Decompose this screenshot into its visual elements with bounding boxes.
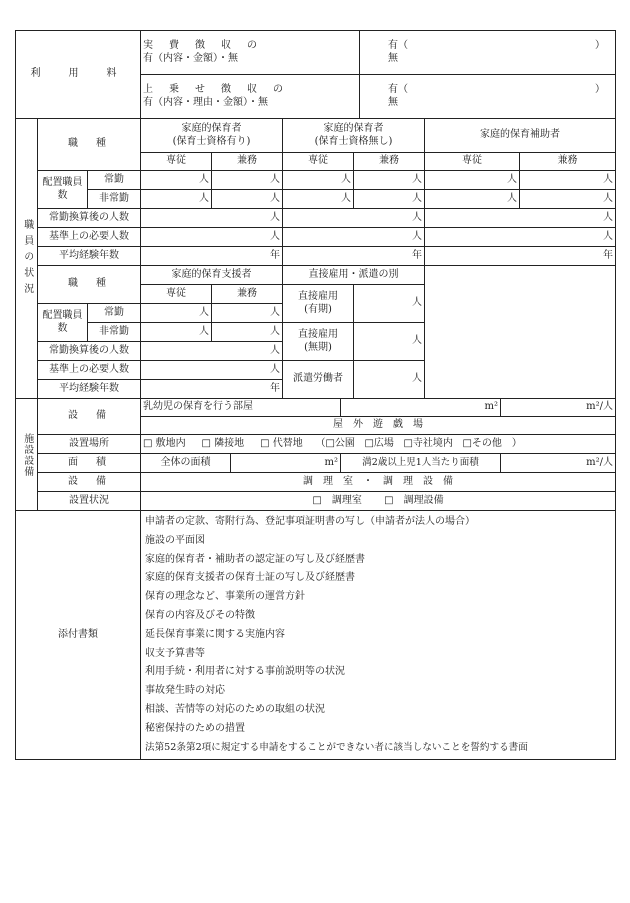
cooking-options (141, 492, 616, 511)
attachment-item: 家庭的保育者・補助者の認定証の写し及び経歴書 (145, 553, 365, 565)
attachment-item: 利用手続・利用者に対する事前説明等の状況 (145, 666, 345, 678)
count-cell[interactable]: 人 (425, 190, 520, 209)
area-label: 面 積 (38, 454, 141, 473)
fulltime-header: 専従 (425, 153, 520, 171)
fulltime-header: 専従 (141, 153, 212, 171)
plaza-checkbox[interactable]: □広場 (364, 437, 394, 449)
extra-charge-answer[interactable] (360, 75, 616, 119)
paren-close: ） (595, 40, 605, 51)
attachments-table (15, 510, 616, 760)
employment-type-header: 直接雇用・派遣の別 (283, 266, 425, 285)
count-cell[interactable]: 人 (425, 171, 520, 190)
facility-table (15, 398, 616, 511)
alternate-checkbox[interactable]: □ 代替地 (260, 437, 303, 449)
blank-area (425, 266, 616, 399)
regular-label: 常勤 (88, 171, 141, 190)
count-cell[interactable]: 人 (520, 171, 616, 190)
attachment-item: 収支予算書等 (145, 647, 205, 659)
other-checkbox[interactable]: □その他 ） (462, 437, 522, 449)
count-cell[interactable]: 人 (141, 209, 283, 228)
attachment-item: 法第52条第2項に規定する申請をすることができない者に該当しないことを誓約する書面 (145, 741, 528, 753)
fee-table (15, 30, 616, 119)
attachment-item: 保育の理念など、事業所の運営方針 (145, 591, 305, 603)
part-time-label: 非常勤 (88, 190, 141, 209)
required-count-label: 基準上の必要人数 (38, 361, 141, 380)
label-line: (有期) (304, 303, 332, 315)
application-form (15, 30, 615, 760)
count-cell[interactable]: 人 (141, 323, 212, 342)
location-label: 設置場所 (38, 435, 141, 454)
playground-header: 屋 外 遊 戯 場 (141, 417, 616, 435)
count-cell[interactable]: 人 (520, 190, 616, 209)
staff-section-label: 職員の状況 (16, 119, 38, 399)
years-cell[interactable]: 年 (141, 380, 283, 399)
actual-cost-collection (141, 31, 360, 75)
fee-label: 利 用 料 (16, 31, 141, 119)
header-line: 家庭的保育者 (181, 123, 242, 134)
avg-experience-label: 平均経験年数 (38, 380, 141, 399)
regular-label: 常勤 (88, 304, 141, 323)
converted-count-label: 常勤換算後の人数 (38, 342, 141, 361)
fulltime-header: 専従 (283, 153, 354, 171)
total-area-label: 全体の面積 (141, 454, 231, 473)
count-cell[interactable]: 人 (283, 228, 425, 247)
count-cell[interactable]: 人 (354, 361, 425, 399)
header-line: 家庭的保育者 (323, 123, 384, 134)
concurrent-header: 兼務 (212, 153, 283, 171)
count-cell[interactable]: 人 (141, 304, 212, 323)
avg-experience-label: 平均経験年数 (38, 247, 141, 266)
per-child-area-value[interactable]: m²/人 (501, 454, 616, 473)
count-cell[interactable]: 人 (283, 190, 354, 209)
installation-status-label: 設置状況 (38, 492, 141, 511)
concurrent-header: 兼務 (520, 153, 616, 171)
no-option[interactable]: 無 (388, 96, 398, 108)
attachment-item: 相談、苦情等の対応のための取組の状況 (145, 703, 325, 715)
placement-label: 配置職員数 (38, 304, 88, 342)
count-cell[interactable]: 人 (141, 190, 212, 209)
converted-count-label: 常勤換算後の人数 (38, 209, 141, 228)
attachment-item: 施設の平面図 (145, 534, 205, 546)
label-line: 直接雇用 (298, 291, 338, 302)
count-cell[interactable]: 人 (425, 209, 616, 228)
park-checkbox[interactable]: （□公園 (315, 437, 355, 449)
count-cell[interactable]: 人 (354, 285, 425, 323)
cooking-facility-header: 調 理 室 ・ 調 理 設 備 (141, 473, 616, 492)
actual-cost-answer[interactable] (360, 31, 616, 75)
actual-cost-line1: 実 費 徴 収 の (143, 40, 260, 51)
infant-room-area-per-child[interactable]: m²/人 (501, 399, 616, 417)
extra-charge-line1: 上 乗 せ 徴 収 の (143, 84, 286, 95)
attachment-item: 申請者の定款、寄附行為、登記事項証明書の写し（申請者が法人の場合） (145, 516, 475, 527)
attachments-list (141, 511, 616, 760)
facility-section-label: 施設設備 (16, 399, 38, 511)
count-cell[interactable]: 人 (212, 323, 283, 342)
count-cell[interactable]: 人 (141, 171, 212, 190)
adjacent-checkbox[interactable]: □ 隣接地 (201, 437, 245, 449)
total-area-value[interactable]: m² (231, 454, 341, 473)
required-count-label: 基準上の必要人数 (38, 228, 141, 247)
attachment-item: 秘密保持のための措置 (145, 722, 245, 734)
count-cell[interactable]: 人 (425, 228, 616, 247)
header-line: (保育士資格有り) (172, 135, 251, 147)
no-option[interactable]: 無 (388, 52, 398, 64)
label-line: (無期) (304, 341, 332, 353)
infant-room-area[interactable]: m² (341, 399, 501, 417)
count-cell[interactable]: 人 (283, 171, 354, 190)
caregiver-qualified-header (141, 119, 283, 153)
onsite-checkbox[interactable]: □ 敷地内 (143, 437, 186, 449)
count-cell[interactable]: 人 (141, 228, 283, 247)
temple-grounds-checkbox[interactable]: □寺社境内 (403, 437, 453, 449)
placement-label: 配置職員数 (38, 171, 88, 209)
label-line: 直接雇用 (298, 329, 338, 340)
cook-room-checkbox[interactable]: □ 調理室 (312, 494, 362, 506)
attachment-item: 家庭的保育支援者の保育士証の写し及び経歴書 (145, 572, 355, 584)
staff-table (15, 118, 616, 399)
count-cell[interactable]: 人 (354, 323, 425, 361)
attachment-item: 保育の内容及びその特徴 (145, 609, 255, 621)
attachments-label: 添付書類 (16, 511, 141, 760)
years-cell[interactable]: 年 (141, 247, 283, 266)
attachment-item: 事故発生時の対応 (145, 685, 225, 697)
dispatch-label: 派遣労働者 (283, 361, 354, 399)
caregiver-unqualified-header (283, 119, 425, 153)
equipment-label: 設 備 (38, 473, 141, 492)
part-time-label: 非常勤 (88, 323, 141, 342)
paren-close: ） (595, 84, 605, 95)
concurrent-header: 兼務 (212, 285, 283, 304)
cook-equipment-checkbox[interactable]: □ 調理設備 (384, 494, 444, 506)
direct-permanent-label (283, 323, 354, 361)
yes-option[interactable]: 有（ (388, 84, 408, 95)
support-staff-header: 家庭的保育支援者 (141, 266, 283, 285)
count-cell[interactable]: 人 (354, 171, 425, 190)
assistant-header: 家庭的保育補助者 (425, 119, 616, 153)
concurrent-header: 兼務 (354, 153, 425, 171)
per-child-area-label: 満2歳以上児1人当たり面積 (341, 454, 501, 473)
count-cell[interactable]: 人 (212, 304, 283, 323)
count-cell[interactable]: 人 (141, 361, 283, 380)
direct-fixed-label (283, 285, 354, 323)
count-cell[interactable]: 人 (354, 190, 425, 209)
extra-charge-line2: 有（内容・理由・金額）・無 (143, 96, 268, 108)
yes-option[interactable]: 有（ (388, 40, 408, 51)
count-cell[interactable]: 人 (141, 342, 283, 361)
job-type-label: 職 種 (38, 119, 141, 171)
years-cell[interactable]: 年 (425, 247, 616, 266)
attachment-item: 延長保育事業に関する実施内容 (145, 628, 285, 640)
extra-charge-collection (141, 75, 360, 119)
equipment-label: 設 備 (38, 399, 141, 435)
fulltime-header: 専従 (141, 285, 212, 304)
job-type-label: 職 種 (38, 266, 141, 304)
actual-cost-line2: 有（内容・金額）・無 (143, 52, 238, 64)
infant-room-label: 乳幼児の保育を行う部屋 (141, 399, 341, 417)
count-cell[interactable]: 人 (212, 190, 283, 209)
header-line: (保育士資格無し) (314, 135, 393, 147)
count-cell[interactable]: 人 (212, 171, 283, 190)
years-cell[interactable]: 年 (283, 247, 425, 266)
count-cell[interactable]: 人 (283, 209, 425, 228)
location-options (141, 435, 616, 454)
